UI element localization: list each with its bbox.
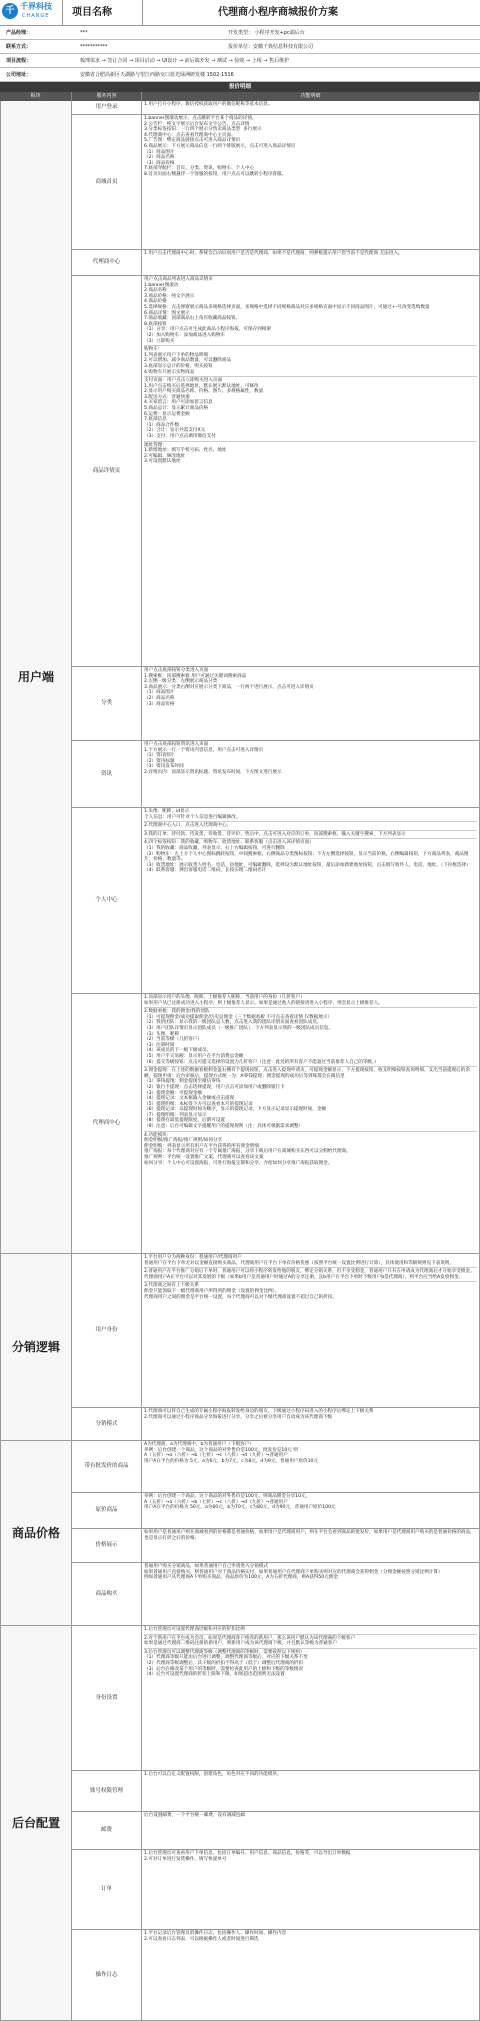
page-title: 代理商小程序商城报价方案	[218, 7, 338, 18]
module-cell: 商城首页	[72, 115, 142, 250]
module-cell: 代理商中心	[72, 250, 142, 276]
module-cell: 代理商中心	[72, 994, 142, 1254]
module-cell: 原价商品	[72, 1493, 142, 1529]
detail-text: 后台设置邮费，一个平台统一邮费，没有满减包邮	[144, 1813, 246, 1818]
detail-text: 3.代理商之间有上下级关系 佣金只能领取下一级代理商用户所得到的佣金（设置的佣金比例）。 代理商用户之间的佣金是平台统一设置，每个代理商可以对下级代理商设置不超过自己的折扣。	[144, 1281, 477, 1300]
detail-text: 支付页面：用户点击立即购买进入页面 1.用户点击购买后选择地址，默认展示默认地址，可修改 2.显示用户购买商品名称、价格、图片、多规格属性、数量 3.配送方式：普通快递 4.买家留言：用户可添加留言信息 5.商品总计：显示累计商品价格 6.运费：显示运费金额 7.底部信息 （1）商品合件数 （2）合计：显示共需支付X元 （3）支付：用户点击调用微信支付	[144, 376, 477, 440]
document-header	[0, 0, 480, 26]
detail-text: 2.对于新用户在平台成为会员，如果是代理商客户推荐的新用户，那么该用户默认为该代理商的下级客户 如果是通过代理商二维码注册的新用户，则新用户成为该代理商下级，并且默认等级为普通客户	[144, 1634, 477, 1647]
header-divider	[62, 0, 63, 26]
module-cell: 分销模式	[72, 1408, 142, 1441]
module-cell: 邮费	[72, 1812, 142, 1850]
info-value: ***********	[80, 44, 108, 50]
module-cell: 用户登录	[72, 101, 142, 115]
detail-cell	[142, 1850, 480, 1930]
detail-text: 1.后台管理员可查看用户下单信息，包括订单编号、用户信息、商品信息、价格等，可以导出订单数据 2.可对订单进行发货操作，填写快递单号	[144, 1851, 351, 1862]
logo-name-en: CHANGE	[22, 13, 50, 19]
detail-cell	[142, 1771, 480, 1812]
detail-text: 1.用户点击代理商中心时，系统会自动识别用户是否是代理商，如果不是代理商，则弹框提示用户您当前不是代理商 无法进入。	[144, 251, 403, 256]
info-label: 联系方式：	[6, 44, 32, 50]
detail-text: A为代理商，a为代理商中，b为普通用户（下级客户） 举例：后台创建一个商品，这个商品的对外售价是100元，批发价是10元 则 A（五折）→a（六折）→b（七折）→c（八折）→d（九折）→普通用户 用户A在平台的价格为 5元，a为6元，b为7元，c为8元，d为9元，普通用户原价10元	[144, 1442, 319, 1464]
detail-cell	[142, 250, 480, 276]
module-cell: 价格展示	[72, 1529, 142, 1563]
detail-text: 3.我的订单：待付款、待发货、待收货、待评价、售后中，点击可进入对应的订单，顶部搜索框，输入关键字搜索，下方列表显示	[144, 830, 477, 838]
detail-cell	[142, 1254, 480, 1408]
detail-text: 1.头像、昵称、id显示 个人信息：用户可针对个人信息进行编辑修改。	[144, 809, 241, 820]
company-logo	[2, 2, 60, 24]
module-cell: 账号权限管理	[72, 1771, 142, 1812]
info-value-2: 报价单位：安徽千典信息科技有限公司	[228, 44, 314, 50]
module-cell: 用户身份	[72, 1254, 142, 1408]
detail-text: 2.代理商中心入口，点击进入代理商中心。	[144, 821, 477, 829]
detail-cell	[142, 741, 480, 808]
info-value: 梳理需求 → 签订合同 → 项目启动 → UI设计 → 前后端开发 → 测试 → 验收 → 上线 → 售后维护	[80, 58, 290, 64]
module-cell: 操作日志	[72, 1930, 142, 2021]
project-label: 项目名称	[72, 7, 112, 18]
detail-text: 如果用户是普通用户则在商城看到的价格都是普通价格，如果用户是代理商用户，则在平台会看到商品的批发价，如果用户是代理商用户购买的是普通价格的商品，也是显示打折之后的价格。	[144, 1530, 475, 1541]
column-header-section: 板块	[0, 92, 72, 101]
column-header-module: 服务内容	[72, 92, 142, 101]
info-value: ***	[80, 30, 88, 36]
detail-cell	[142, 994, 480, 1254]
detail-text: 2.普通用户在平台推广分销后下单时，普通用户可以将小程序转发给他的朋友，绑定分销关系，但不享受佣金，普通用户只有在申请成为代理商后才开始享受佣金。 代理商用户A在平台可以对其发展的下级（如果b用户是普通用户时通过A的分享注册，且b用户在平台下单时下级用户b是代理商），则平台应当给A发放佣金。	[144, 1267, 477, 1280]
detail-text: 2.数据看板：我的佣金/我的团队 （1）可提现佣金/成功提取佣金/历史总佣金（三个数据看板 不可点击查看详情 仅数据展示） （2）我的团队：显示我的一级团队总人数，点击进入我的团队详情页面查看团队成员。 （3）用户团队详情页显示团队成员（一级推广团队），下方列表显示我的一级团队成员信息。 （1）头像、昵称 （2）当前等级（几折客户） （3）注册时间 （4）该成员的下一级下级成员。 （5）用户手交易额：显示用户在平台消费总金额 （6）提交等级按钮：点击可提交选择的设置为几折客户（注意：此处的所有客户不能超过当前推荐人自己的等级。）	[144, 1007, 477, 1065]
info-label: 项目流程：	[6, 58, 32, 64]
info-row	[0, 26, 480, 40]
detail-text: 4.四个标签按钮：我的收藏、购物车、收货地址、联系客服（点击进入该详情页面） （1）我的收藏：商品收藏，列表显示，右上方编辑按钮，可进行删除 （2）购物车：左上方个人中心图标跳转按钮，中间搜索框，右侧商品分类图标按钮；下方左侧选择按钮，显示当前价格，右侧编辑按钮，下方商品列表，商品图片，价格，数量等。 （3）收货地址：展示收货人姓名，电话，县地址，可编辑删除，选择设为默认地址按钮，最后添加新建地址按钮，点击填写收件人，电话，地址。（下拉框选择） （4）联系客服：弹出客服电话二维码，长按实现二维码名片	[144, 838, 477, 874]
detail-text: 地址管理： 1.新增地址：填写手机号码、姓名、地址 2.可编辑、修改地址 3.可设置默认地址	[144, 441, 477, 465]
detail-text: 3.后台管理员可以调整代理商等级（调整代理商的等级时，需要按照以下规则） （1）代理商等级只能由后台进行调整，调整代理商等级后，对应的下级关系不变 （2）代理商等级调整后，其下级的折扣不得高于（低于）调整后代理商的折扣 （3）后台在修改某个用户的等级时，需要检查此用户的上级和下级的等级情况 （4）后台可设置代理商的折扣上限和下限，如果超出范围则无法设置	[144, 1648, 477, 1678]
module-cell: 商品详情页	[72, 276, 142, 667]
detail-text: 1.banner图滚动展示，点击跳转平台某个商品的详情。 2.公告栏：纯文字展示后台发布文字公告，点击详情 3.分类标签按钮：一行四个展示分售卖商品类型 多行展示 4.代理商中心：点击查看代理商中心主页面。 5.广告图：绑定商品链接点击可进入商品详情页 6.商品展示：下方展示商品信息一行两个排版展示，点击可进入商品详情页 （1）商品图片 （2）商品名称 （3）商品价格 7.底部导航栏：首页、分类、资讯、购物车、个人中心 8.首页页面右侧悬浮一个客服的按钮，用户点击可以跳转小程序客服。	[144, 116, 296, 177]
logo-mark-icon: 千	[2, 3, 18, 19]
detail-text: 1.代理商可以将自己生成的专属小程序海报转发给身边的朋友，下级通过小程序码进入的小程序后绑定上下级关系 2.代理商可以通过小程序商品分享海报进行分享，分享之后被分享用户自动成为该代理商下级	[144, 1409, 374, 1420]
detail-cell	[142, 667, 480, 741]
header-divider	[142, 0, 143, 26]
detail-cell	[142, 115, 480, 250]
module-cell: 分类	[72, 667, 142, 741]
detail-text: 1.后台管理员可设置代理商层级和对应的折扣比例	[144, 1627, 245, 1632]
detail-text: 普通用户购买分销商品，如果普通用户自己申请进入分销模式 如果普通用户直接购买，则普通用户对于商品价格实付，如果普通用户在代理商下单购买则对应的代理商会获得佣金（分佣金额按照分销比例计算） 例如普通用户从代理商A下单购买商品，商品原价为100元，A为五折代理商，则A获得50元佣金	[144, 1564, 443, 1581]
detail-cell	[142, 1408, 480, 1441]
detail-text: 4.功能模块： 佣金明细/推广海报/推广规则/如何分享 佣金明细：列表显示所有用户在平台获得的所有佣金明细 推广海报：每个代理商对应有一个专属推广海报，分享下载后用户在商城购买东西可以分佣给代理商。 推广规则：平台统一设置推广文案，代理商可以查看该文案 如何分享：个人中心可设置海报，可进行海报定制和分享，介绍如何分享推广海报获取佣金。	[144, 1131, 477, 1167]
module-cell: 资讯	[72, 741, 142, 808]
detail-cell	[142, 101, 480, 115]
section-backend: 后台配置	[0, 1626, 72, 2021]
detail-cell	[142, 1812, 480, 1850]
info-row	[0, 54, 480, 68]
section-pricing: 商品价格	[0, 1441, 72, 1626]
detail-cell	[142, 1529, 480, 1563]
detail-text: 用户点击底部按钮资讯进入页面 1.下方展示一行一个资讯内容信息，用户点击可进入详情页 （1）资讯图片 （2）资讯标题 （3）资讯发布时间 2.详情页内：顶部显示资讯标题、资讯发布时间，下方图文进行展示	[144, 742, 282, 775]
detail-cell	[142, 1563, 480, 1626]
info-value-2: 开发类型： 小程序开发+pc端后台	[228, 30, 305, 36]
info-label: 产品经理：	[6, 30, 32, 36]
section-distribution: 分销逻辑	[0, 1254, 72, 1441]
info-row	[0, 40, 480, 54]
detail-cell	[142, 1441, 480, 1493]
detail-text: 1.平台记录后台管理员的操作日志，包括操作人、操作时间、操作内容 2.可以查看日志列表，可以根据操作人或者时间进行筛选	[144, 1931, 287, 1942]
detail-text: 用户点击商品列表进入商品详情页 1.banner图滚动 2.商品名称 3.商品价格：纯文字展示 4.商品价格 5.选择规格：点击弹窗展示商品多规格选择页面，多规格中选择不同规格商品对应多规格页面中显示不同商品图片，可通过+-号改变选购数量 6.商品详情：图文展示 7.商品收藏：顶部商品右上角有收藏商品按钮。 8.底部按钮 （1）分享：用户点击可生成此商品小程序海报，可保存到相册 （2）加入购物车：添加商品进入购物车 （3）立即购买	[144, 277, 430, 344]
detail-cell	[142, 1626, 480, 1771]
section-user: 用户端	[0, 101, 72, 1254]
detail-cell	[142, 808, 480, 994]
module-cell: 商品购买	[72, 1563, 142, 1626]
detail-cell	[142, 1493, 480, 1529]
detail-text: 购物车： 1.列表展示用户下单的物品明细 2.可以增加、减少商品数量，可以删除商品 3.底部显示总计的价格，购买按钮 4.购物车只展示实物商品	[144, 345, 477, 375]
detail-text: 1.后台可以自定义配置权限，创建角色，角色对应不同的功能模块。	[144, 1772, 282, 1777]
detail-cell	[142, 276, 480, 667]
info-value: 安徽省合肥高新区天湖路与望江西路交口蓝光绿洲研发楼 1502-1516	[80, 72, 234, 78]
module-cell: 带有批发价的商品	[72, 1441, 142, 1493]
logo-name-cn: 千界科技	[20, 2, 52, 11]
detail-cell	[142, 1930, 480, 2021]
detail-text: 用户点击底部按钮分类进入页面 1.搜索框：顶部搜索框 用户可通过关键词搜索商品 2.左侧一级分类：左侧展示商品分类 3.商品展示：分类右侧对应展示分类下商品，一行两个进行展示，点击可进入详情页 （1）商品图片 （2）商品名称 （3）商品价格	[144, 668, 314, 707]
table-title: 报价明细	[0, 82, 480, 92]
module-cell: 订单	[72, 1850, 142, 1930]
detail-text: 1.平台用户分为两种身份：普通用户/代理商用户 普通用户在平台下单无对以金额直接购买商品，代理商用户在平台下单有价格优惠（按照平台统一设置比例进行计算），具体使用和等级规则见下表说明。	[144, 1255, 455, 1266]
info-label: 公司地址：	[6, 72, 32, 78]
info-row	[0, 68, 480, 82]
module-cell: 个人中心	[72, 808, 142, 994]
detail-text: 1.用户打开小程序，微信授权获取用户的微信昵称等基本信息。	[144, 102, 273, 107]
detail-text: 举例：后台创建一个商品，这个商品的对外售价是100元，则商品佣金分享10元， A（五折）→a（六折）→b（七折）→c（八折）→d（九折）→普通用户 用户A在平台的价格为 50元，a为60元，b为70元，c为80元，d为90元，普通用户原价100元	[144, 1494, 336, 1511]
module-cell: 身份设置	[72, 1626, 142, 1771]
column-header-detail: 功能明细	[142, 92, 480, 101]
detail-text: 3.佣金提现：在上述的数据看板佣金盈右侧有个提现按钮，点击进入提现申请页，可提现金额显示，下方提现按钮，收支明细按钮查询明细、支出当前提现后的余额，提现申请：后台审核后，提现方式统一为：A零钱提现；佣金提现的成功后等到账都会在微信里 （1）零钱提现：佣金提现至微信零钱 （2）银行卡提现：点击选择提现，用户点击可添加用户或删除银行卡 （3）提现金额：可提现金额 （4）提现记录：文本框输入金额或点击提现 （5）提现明细：本标签下方可以查看本月的提现记录 （6）提现记录：以提现时间为顺序，显示的提现记录，下方显示记录显示提现时间，金额 （7）提现明细：列表显示显示 （8）提现有最低提现限度，后期可设置 （9）注意：后台可编辑文字提醒用户的提现规则（注：具体可根据需求调整）	[144, 1066, 477, 1130]
detail-text: 1.顶部显示用户的头像、昵称，上级推荐人昵称，当前用户的身份（几折客户） 如果用户从已注册成功进入小程序，则上级推荐人显示。如果是通过他人的链接请进入小程序，则会显示上级推荐人。	[144, 995, 383, 1006]
